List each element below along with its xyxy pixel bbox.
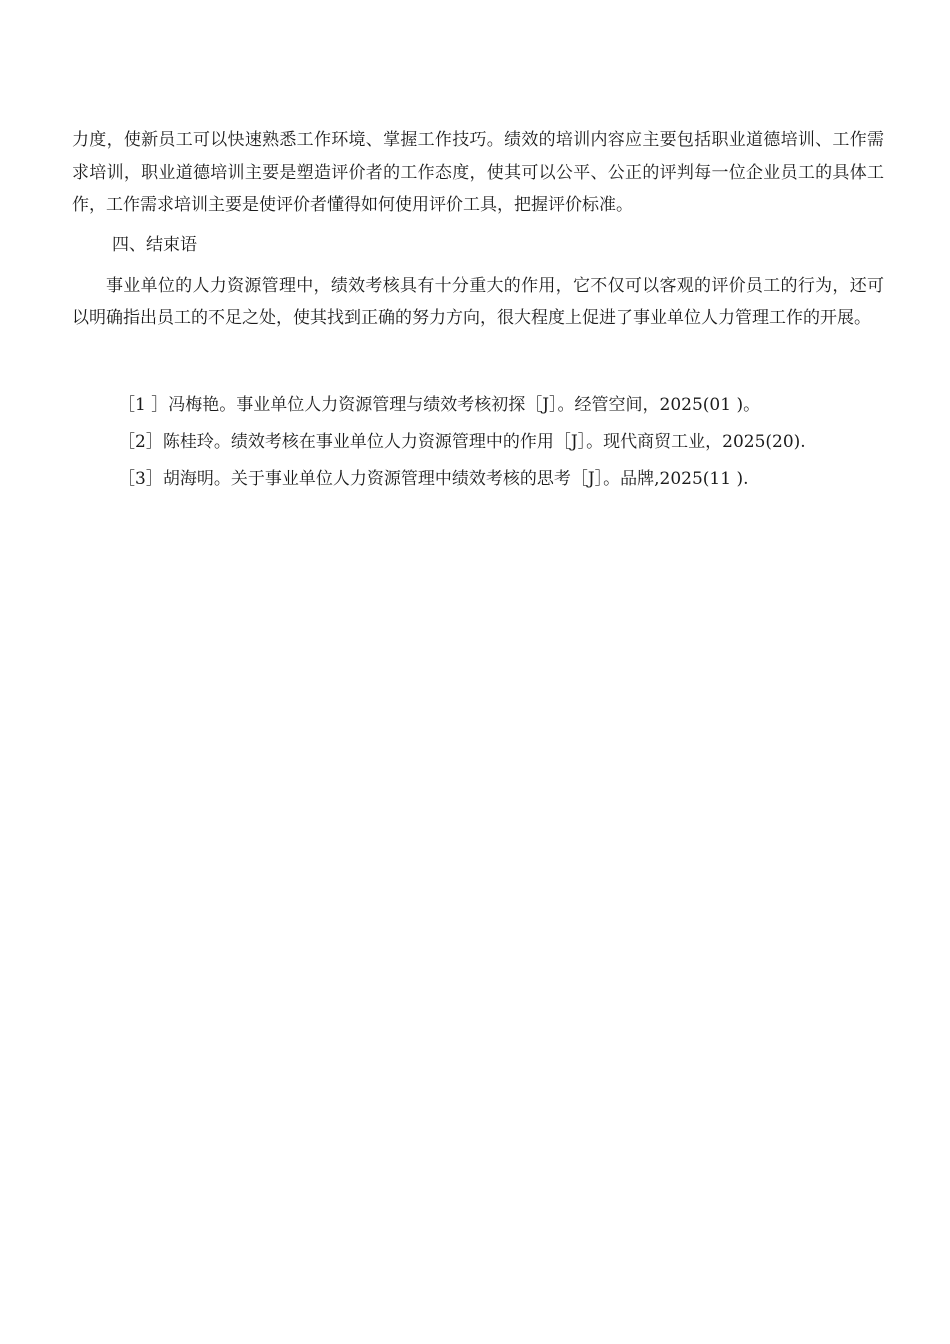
body-paragraph-conclusion: 事业单位的人力资源管理中，绩效考核具有十分重大的作用，它不仅可以客观的评价员工的行为，还可以明确指出员工的不足之处，使其找到正确的努力方向，很大程度上促进了事业单位人力管理工作的开展。 <box>72 275 884 328</box>
reference-item-3: ［3］胡海明。关于事业单位人力资源管理中绩效考核的思考［J］。品牌,2025(11 ). <box>118 468 749 489</box>
reference-item-2: ［2］陈桂玲。绩效考核在事业单位人力资源管理中的作用［J］。现代商贸工业，2025(20). <box>118 431 806 452</box>
reference-item-1: ［1 ］冯梅艳。事业单位人力资源管理与绩效考核初探［J］。经管空间，2025(01 )。 <box>118 394 761 415</box>
section-heading-conclusion: 四、结束语 <box>112 234 197 255</box>
body-paragraph-training: 力度，使新员工可以快速熟悉工作环境、掌握工作技巧。绩效的培训内容应主要包括职业道德培训、工作需求培训，职业道德培训主要是塑造评价者的工作态度，使其可以公平、公正的评判每一位企业员工的具体工作，工作需求培训主要是使评价者懂得如何使用评价工具，把握评价标准。 <box>72 130 884 215</box>
reference-list <box>72 389 884 495</box>
document-page <box>72 124 884 500</box>
